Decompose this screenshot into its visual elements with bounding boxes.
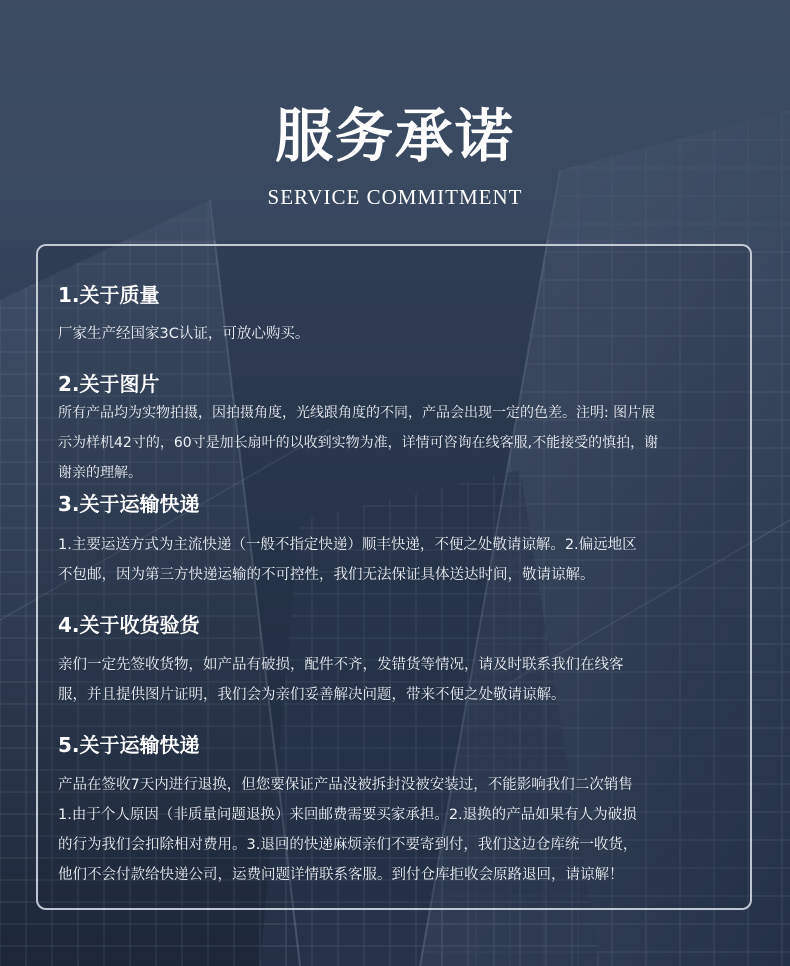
section-title-returns: 5.关于运输快递: [58, 733, 200, 757]
section-title-receiving: 4.关于收货验货: [58, 613, 200, 637]
section-line: 1.由于个人原因（非质量问题退换）来回邮费需要买家承担。2.退换的产品如果有人为破损: [58, 807, 637, 823]
section-line: 所有产品均为实物拍摄，因拍摄角度，光线跟角度的不同，产品会出现一定的色差。注明: 图片展: [58, 405, 656, 421]
section-body-quality: [58, 319, 748, 349]
section-title-quality: 1.关于质量: [58, 283, 160, 307]
section-line: 谢亲的理解。: [58, 465, 142, 481]
section-line: 示为样机42寸的，60寸是加长扇叶的以收到实物为准，详情可咨询在线客服,不能接受的慎拍，谢: [58, 435, 659, 451]
section-line: 他们不会付款给快递公司，运费问题详情联系客服。到付仓库拒收会原路退回，请谅解！: [58, 867, 624, 883]
section-body-shipping: [58, 530, 748, 590]
section-body-receiving: [58, 650, 748, 710]
page-subtitle: SERVICE COMMITMENT: [267, 185, 523, 209]
section-line: 产品在签收7天内进行退换，但您要保证产品没被拆封没被安装过，不能影响我们二次销售: [58, 777, 633, 793]
commitment-panel: [36, 244, 752, 910]
section-line: 不包邮，因为第三方快递运输的不可控性，我们无法保证具体送达时间，敬请谅解。: [58, 567, 595, 583]
section-title-shipping: 3.关于运输快递: [58, 492, 200, 516]
section-body-images: [58, 398, 748, 488]
section-line: 亲们一定先签收货物，如产品有破损，配件不齐，发错货等情况，请及时联系我们在线客: [58, 657, 624, 673]
section-line: 厂家生产经国家3C认证，可放心购买。: [58, 326, 310, 342]
section-title-images: 2.关于图片: [58, 372, 160, 396]
section-body-returns: [58, 770, 748, 890]
section-line: 服，并且提供图片证明，我们会为亲们妥善解决问题，带来不便之处敬请谅解。: [58, 687, 566, 703]
section-line: 的行为我们会扣除相对费用。3.退回的快递麻烦亲们不要寄到付，我们这边仓库统一收货，: [58, 837, 638, 853]
page-title: 服务承诺: [274, 102, 515, 170]
section-line: 1.主要运送方式为主流快递（一般不指定快递）顺丰快递，不便之处敬请谅解。2.偏远地区: [58, 537, 637, 553]
